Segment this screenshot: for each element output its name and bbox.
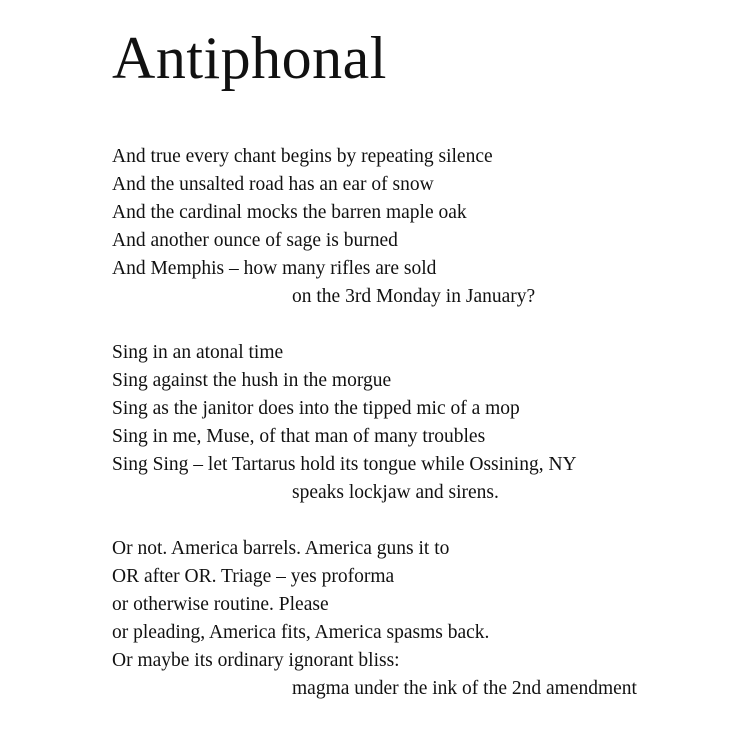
stanza-1: [112, 143, 732, 311]
poem-line: Sing in an atonal time: [112, 342, 284, 363]
poem-line: or otherwise routine. Please: [112, 594, 329, 615]
poem-line: or pleading, America fits, America spasms back.: [112, 622, 490, 643]
poem-line-indented: magma under the ink of the 2nd amendment: [292, 678, 637, 699]
poem-line: And Memphis – how many rifles are sold: [112, 258, 437, 279]
poem-line-indented: on the 3rd Monday in January?: [292, 286, 536, 307]
stanza-3: [112, 535, 732, 703]
poem-line: Sing against the hush in the morgue: [112, 370, 392, 391]
poem-line: Sing Sing – let Tartarus hold its tongue while Ossining, NY: [112, 454, 577, 475]
poem-line: Sing as the janitor does into the tipped mic of a mop: [112, 398, 520, 419]
poem-line-indented: speaks lockjaw and sirens.: [292, 482, 499, 503]
poem-line: And true every chant begins by repeating silence: [112, 146, 493, 167]
poem-line: Or maybe its ordinary ignorant bliss:: [112, 650, 400, 671]
poem-title: Antiphonal: [112, 25, 387, 91]
poem-line: And the cardinal mocks the barren maple oak: [112, 202, 467, 223]
poem-line: And another ounce of sage is burned: [112, 230, 398, 251]
poem-line: OR after OR. Triage – yes proforma: [112, 566, 395, 587]
stanza-2: [112, 339, 732, 507]
poem-line: Sing in me, Muse, of that man of many troubles: [112, 426, 486, 447]
poem-line: Or not. America barrels. America guns it to: [112, 538, 450, 559]
poem-line: And the unsalted road has an ear of snow: [112, 174, 434, 195]
